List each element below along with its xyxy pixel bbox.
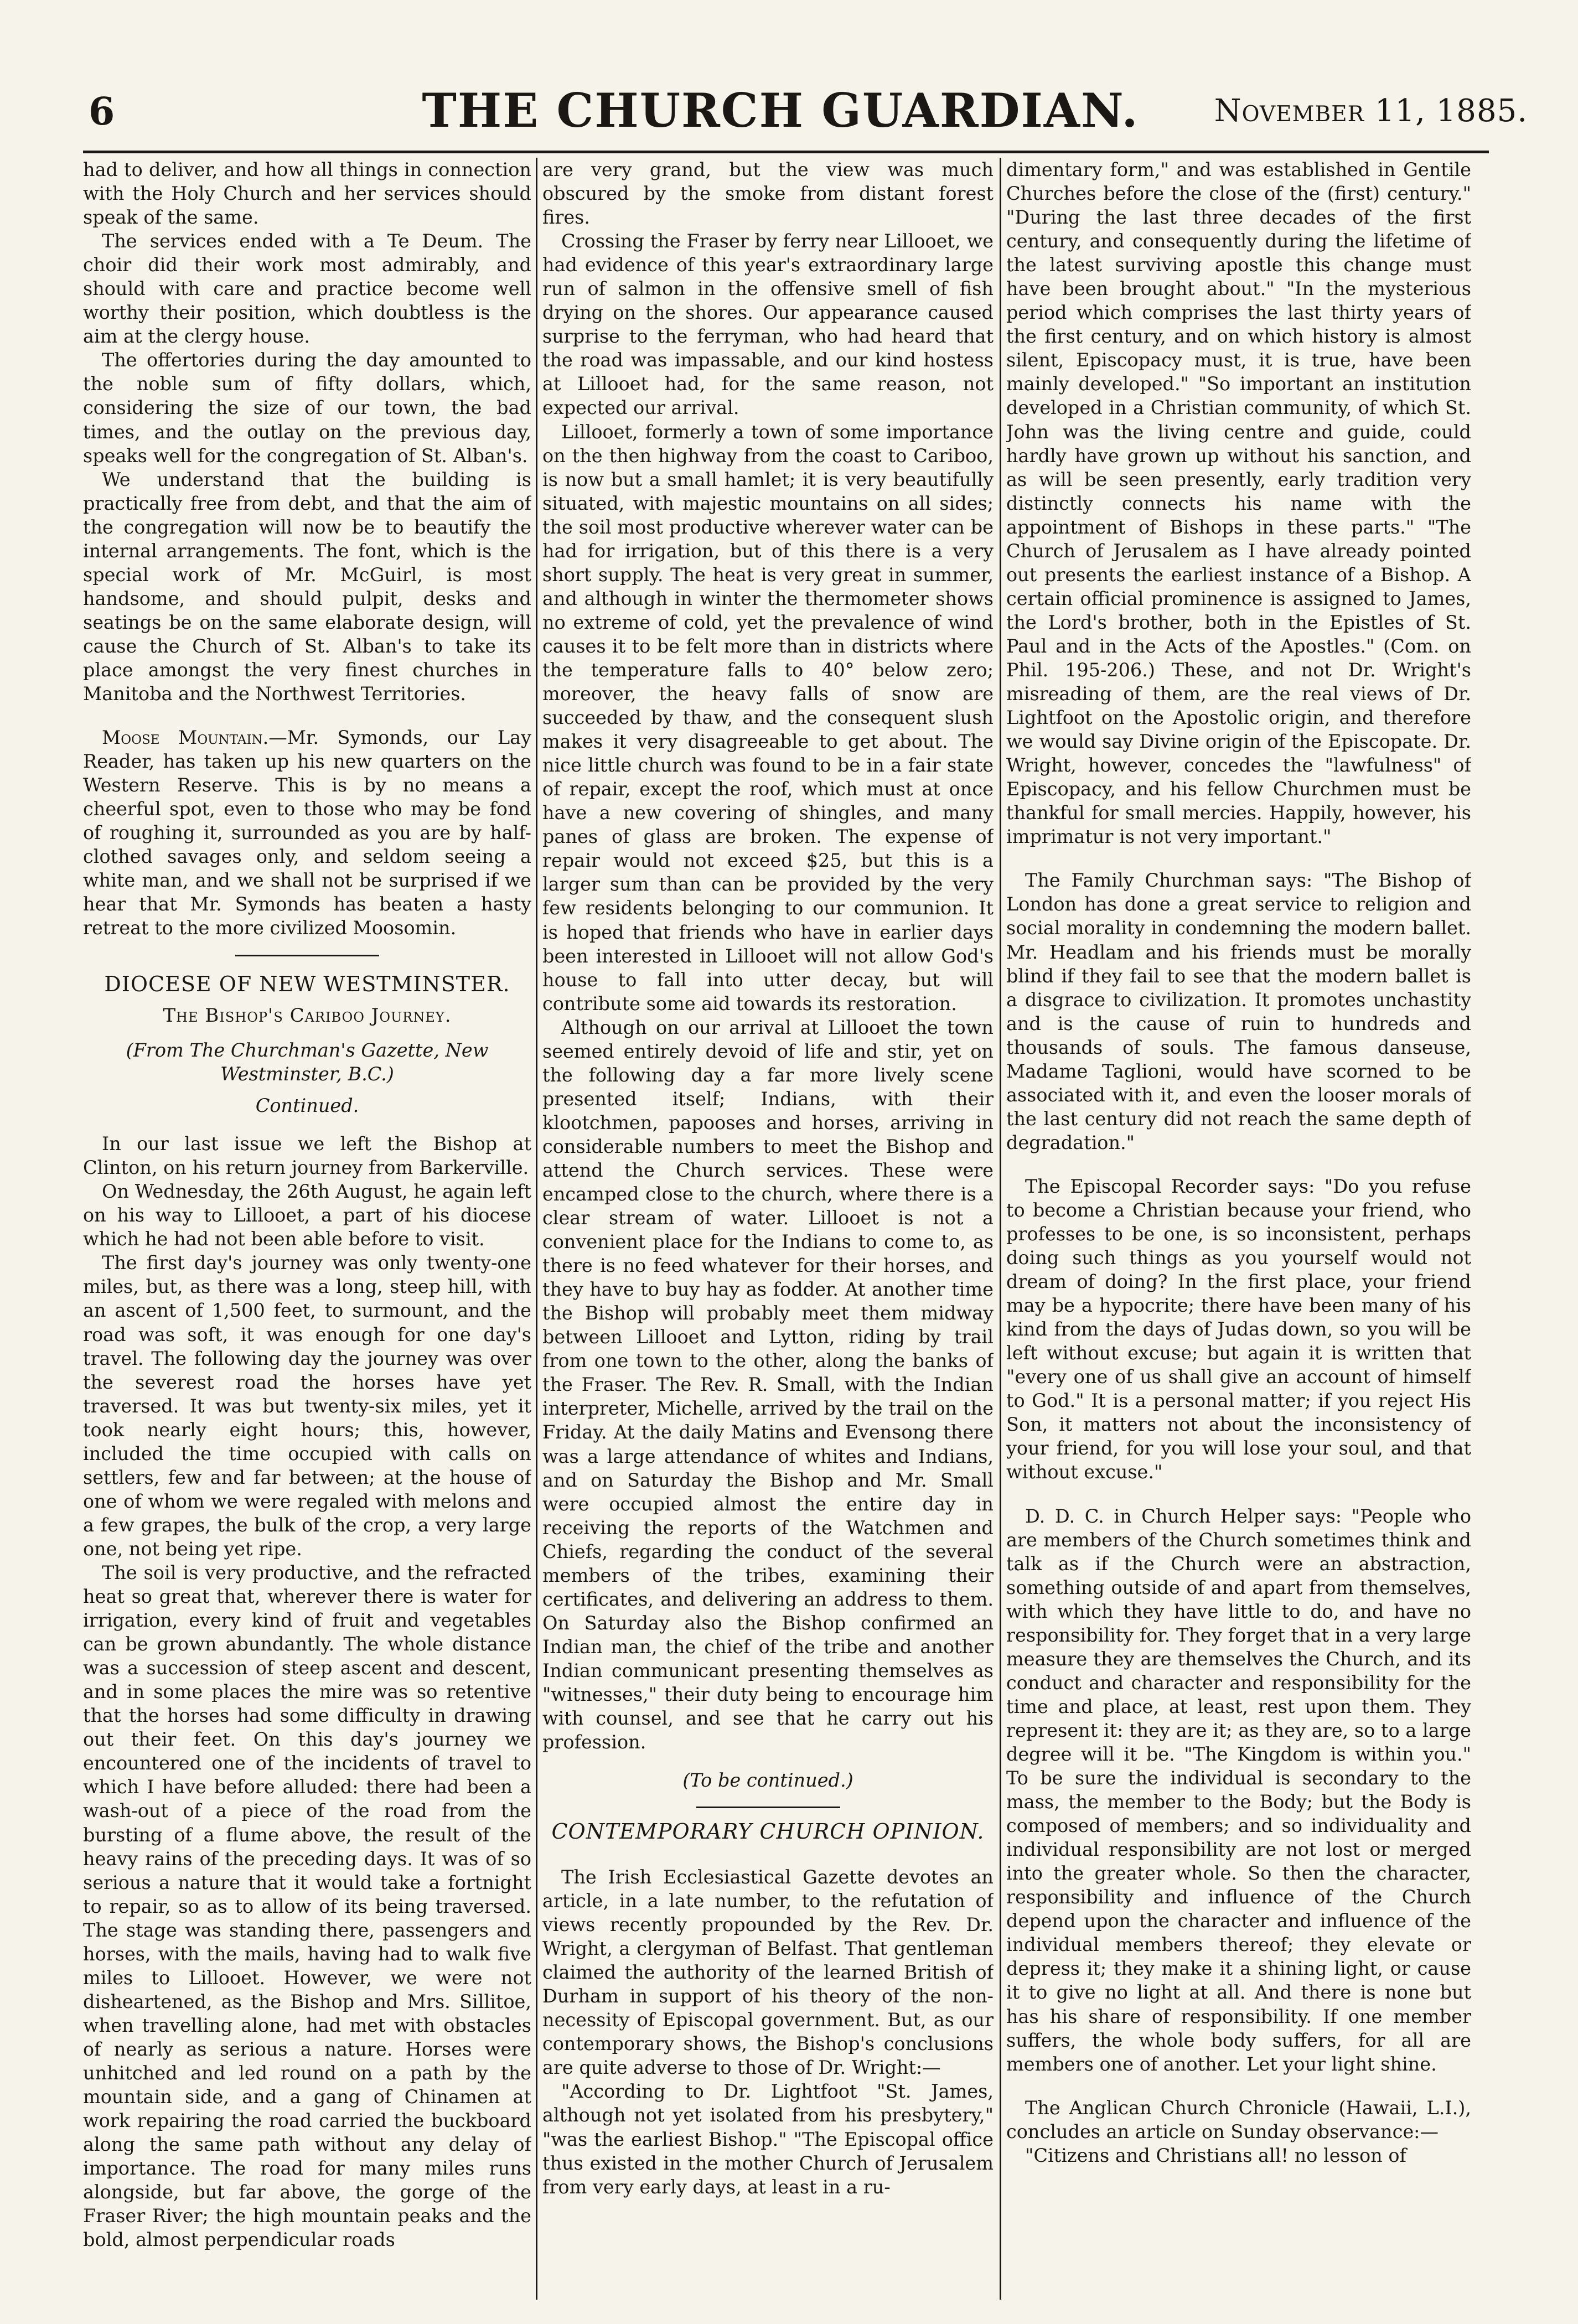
paragraph: The first day's journey was only twenty-one miles, but, as there was a long, steep hill, with an ascent of 1,500 feet, to surmount, and the road was soft, it was enough for one day's travel. The following day the journey was over the severest road the horses have yet traversed. It was but twenty-six miles, yet it took nearly eight hours; this, however, included the time occupied with calls on settlers, few and far between; at the house of one of whom we were regaled with melons and a few grapes, the bulk of the crop, a very large one, not being yet ripe. bbox=[83, 1252, 531, 1560]
paragraph: The soil is very productive, and the refracted heat so great that, wherever there is water for irrigation, every kind of fruit and vegetables can be grown abundantly. The whole distance was a succession of steep ascent and descent, and in some places the mire was so retentive that the horses had some difficulty in drawing out their feet. On this day's journey we encountered one of the incidents of travel to which I have before alluded: there had been a wash-out of a piece of the road from the bursting of a flume above, the result of the heavy rains of the preceding days. It was of so serious a nature that it would take a fortnight to repair, so as to allow of its being traversed. The stage was standing there, passengers and horses, with the mails, having had to walk five miles to Lillooet. However, we were not disheartened, as the Bishop and Mrs. Sillitoe, when travelling alone, had met with obstacles of nearly as serious a nature. Horses were unhitched and led round on a path by the mountain side, and a gang of Chinamen at work repairing the road carried the buckboard along the same path without any delay of importance. The road for many miles runs alongside, but far above, the gorge of the Fraser River; the high mountain peaks and the bold, almost perpendicular roads bbox=[83, 1562, 531, 2251]
page-number: 6 bbox=[89, 90, 115, 134]
paragraph: dimentary form," and was established in Gentile Churches before the close of the (first) century." "During the last three decades of the first century, and consequently during the lifetime of the latest surviving apostle this change must have been brought about." "In the mysterious period which comprises the last thirty years of the first century, and on which history is almost silent, Episcopacy must, it is true, have been mainly developed." "So important an institution developed in a Christian community, of which St. John was the living centre and guide, could hardly have grown up without his sanction, and as will be seen presently, early tradition very distinctly connects his name with the appointment of Bishops in these parts." "The Church of Jerusalem as I have already pointed out presents the earliest instance of a Bishop. A certain official prominence is assigned to James, the Lord's brother, both in the Epistles of St. Paul and in the Acts of the Apostles." (Com. on Phil. 195-206.) These, and not Dr. Wright's misreading of them, are the real views of Dr. Lightfoot on the Apostolic origin, and therefore we would say Divine origin of the Episcopate. Dr. Wright, however, concedes the "lawfulness" of Episcopacy, and his fellow Churchmen must be thankful for small mercies. Happily, however, his imprimatur is not very important." bbox=[1006, 159, 1471, 848]
paragraph: The offertories during the day amounted to the noble sum of fifty dollars, which, considering the size of our town, the bad times, and the outlay on the previous day, speaks well for the congregation of St. Alban's. bbox=[83, 349, 531, 467]
item-body: —Mr. Symonds, our Lay Reader, has taken up his new quarters on the Western Reserve. This is by no means a cheerful spot, even to those who may be fond of roughing it, surrounded as you are by half-clothed savages only, and seldom seeing a white man, and we shall not be surprised if we hear that Mr. Symonds has beaten a hasty retreat to the more civilized Moosomin. bbox=[83, 727, 531, 939]
paragraph: The Irish Ecclesiastical Gazette devotes an article, in a late number, to the refutation of views recently propounded by the Rev. Dr. Wright, a clergyman of Belfast. That gentleman claimed the authority of the learned British of Durham in support of his theory of the non-necessity of Episcopal government. But, as our contemporary shows, the Bishop's conclusions are quite adverse to those of Dr. Wright:— bbox=[542, 1866, 994, 2079]
paragraph: On Wednesday, the 26th August, he again left on his way to Lillooet, a part of his diocese which he had not been able before to visit. bbox=[83, 1181, 531, 1250]
paragraph: The Anglican Church Chronicle (Hawaii, L.I.), concludes an article on Sunday observance:— bbox=[1006, 2097, 1471, 2142]
paragraph: "According to Dr. Lightfoot "St. James, although not yet isolated from his presbytery," "was the earliest Bishop." "The Episcopal office thus existed in the mother Church of Jerusalem from very early days, at least in a ru- bbox=[542, 2080, 994, 2198]
paragraph: had to deliver, and how all things in connection with the Holy Church and her services should speak of the same. bbox=[83, 159, 531, 229]
paragraph: are very grand, but the view was much obscured by the smoke from distant forest fires. bbox=[542, 159, 994, 229]
item-heading: Moose Mountain. bbox=[102, 727, 269, 749]
section-heading: CONTEMPORARY CHURCH OPINION. bbox=[551, 1819, 985, 1844]
column-3 bbox=[1006, 158, 1471, 2300]
section-heading: DIOCESE OF NEW WESTMINSTER. bbox=[104, 971, 510, 996]
paragraph: D. D. C. in Church Helper says: "People who are members of the Church sometimes think and talk as if the Church were an abstraction, something outside of and apart from themselves, with which they have little to do, and have no responsibility for. They forget that in a very large measure they are themselves the Church, and its conduct and character and responsibility for the time and place, at least, rest upon them. They represent it: they are it; as they are, so to a large degree will it be. "The Kingdom is within you." To be sure the individual is secondary to the mass, the member to the Body; but the Body is composed of members; and so individuality and individual responsibility are not lost or merged into the greater whole. So then the character, responsibility and influence of the Church depend upon the character and influence of the individual members thereof; they elevate or depress it; they make it a shining light, or cause it to give no light at all. And there is none but has his share of responsibility. If one member suffers, the whole body suffers, for all are members one of another. Let your light shine. bbox=[1006, 1505, 1471, 2075]
paragraph: Crossing the Fraser by ferry near Lillooet, we had evidence of this year's extraordinary large run of salmon in the offensive smell of fish drying on the shores. Our appearance caused surprise to the ferryman, who had heard that the road was impassable, and our kind hostess at Lillooet had, for the same reason, not expected our arrival. bbox=[542, 230, 994, 419]
paragraph: The Family Churchman says: "The Bishop of London has done a great service to religion and social morality in condemning the modern ballet. Mr. Headlam and his friends must be morally blind if they fail to see that the modern ballet is a disgrace to civilization. It promotes unchastity and is the cause of ruin to hundreds and thousands of souls. The famous danseuse, Madame Taglioni, would have scorned to be associated with it, and even the looser morals of the last century did not reach the same depth of degradation." bbox=[1006, 869, 1471, 1153]
paragraph: The Episcopal Recorder says: "Do you refuse to become a Christian because your friend, who professes to be one, is so inconsistent, perhaps doing such things as you yourself would not dream of doing? In the first place, your friend may be a hypocrite; there have been many of his kind from the days of Judas down, so you will be left without excuse; but again it is written that "every one of us shall give an account of himself to God." It is a personal matter; if you reject His Son, it matters not about the inconsistency of your friend, for you will lose your soul, and that without excuse." bbox=[1006, 1175, 1471, 1483]
news-item-moose-mountain bbox=[83, 726, 531, 940]
paragraph: Although on our arrival at Lillooet the town seemed entirely devoid of life and stir, yet on the following day a far more lively scene presented itself; Indians, with their klootchmen, papooses and horses, arriving in considerable numbers to meet the Bishop and attend the Church services. These were encamped close to the church, where there is a clear stream of water. Lillooet is not a convenient place for the Indians to come to, as there is no feed whatever for their horses, and they have to buy hay as fodder. At another time the Bishop will probably meet them midway between Lillooet and Lytton, riding by trail from one town to the other, along the banks of the Fraser. The Rev. R. Small, with the Indian interpreter, Michelle, arrived by the trail on the Friday. At the daily Matins and Evensong there was a large attendance of whites and Indians, and on Saturday the Bishop and Mr. Small were occupied almost the entire day in receiving the reports of the Watchmen and Chiefs, regarding the conduct of the several members of the tribes, examining their certificates, and delivering an address to them. On Saturday also the Bishop confirmed an Indian man, the chief of the tribe and another Indian communicant presenting themselves as "witnesses," their duty being to encourage him with counsel, and see that he carry out his profession. bbox=[542, 1016, 994, 1753]
masthead bbox=[33, 83, 1528, 145]
column-divider bbox=[1000, 158, 1001, 2300]
paper-title: THE CHURCH GUARDIAN. bbox=[422, 83, 1139, 138]
paragraph: We understand that the building is practically free from debt, and that the aim of the congregation will now be to beautify the internal arrangements. The font, which is the special work of Mr. McGuirl, is most handsome, and should pulpit, desks and seatings be on the same elaborate design, will cause the Church of St. Alban's to take its place amongst the very finest churches in Manitoba and the Northwest Territories. bbox=[83, 468, 531, 705]
section-rule bbox=[235, 955, 379, 956]
column-2 bbox=[542, 158, 994, 2300]
to-be-continued-label: (To be continued.) bbox=[682, 1769, 853, 1792]
paragraph: Lillooet, formerly a town of some importance on the then highway from the coast to Cariboo, is now but a small hamlet; it is very beautifully situated, with majestic mountains on all sides; the soil most productive wherever water can be had for irrigation, but of this there is a very short supply. The heat is very great in summer, and although in winter the thermometer shows no extreme of cold, yet the prevalence of wind causes it to be felt more than in districts where the temperature falls to 40° below zero; moreover, the heavy falls of snow are succeeded by thaw, and the consequent slush makes it very disagreeable to get about. The nice little church was found to be in a fair state of repair, except the roof, which must at once have a new covering of shingles, and many panes of glass are broken. The expense of repair would not exceed $25, but this is a larger sum than can be provided by the very few residents belonging to our communion. It is hoped that friends who have in earlier days been interested in Lillooet will not allow God's house to fall into utter decay, but will contribute some aid towards its restoration. bbox=[542, 421, 994, 1015]
column-1 bbox=[83, 158, 531, 2300]
article-source: (From The Churchman's Gazette, New Westminster, B.C.) bbox=[126, 1039, 489, 1085]
paragraph: In our last issue we left the Bishop at Clinton, on his return journey from Barkerville. bbox=[83, 1133, 531, 1179]
section-rule bbox=[696, 1807, 840, 1808]
paragraph: The services ended with a Te Deum. The choir did their work most admirably, and should with care and practice become well worthy their position, which doubtless is the aim at the clergy house. bbox=[83, 230, 531, 348]
paragraph: "Citizens and Christians all! no lesson of bbox=[1025, 2144, 1406, 2166]
column-divider bbox=[536, 158, 537, 2300]
article-subheading: The Bishop's Cariboo Journey. bbox=[163, 1005, 452, 1027]
continued-label: Continued. bbox=[255, 1095, 359, 1117]
header-rule bbox=[83, 151, 1489, 153]
issue-date: November 11, 1885. bbox=[1214, 93, 1528, 129]
